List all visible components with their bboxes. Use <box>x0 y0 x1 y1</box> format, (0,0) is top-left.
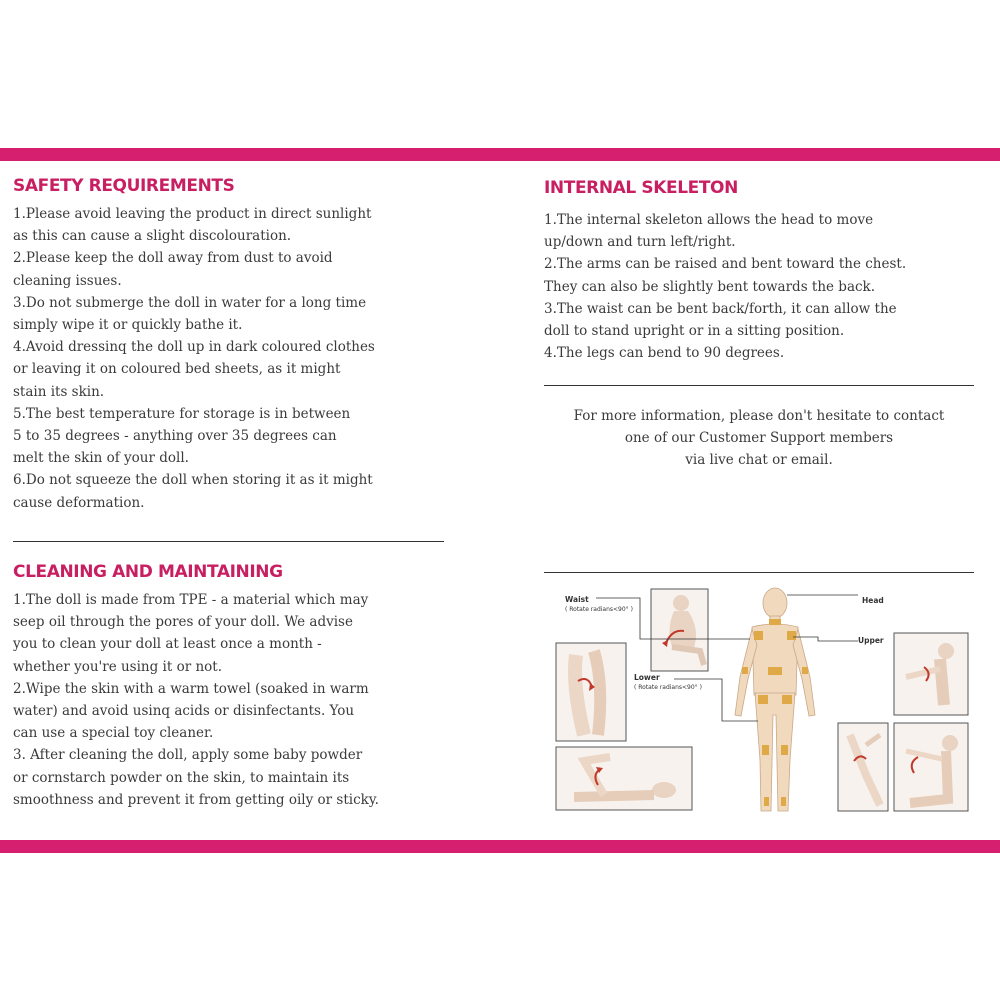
contact-line: one of our Customer Support members <box>624 430 894 447</box>
safety-line: 5 to 35 degrees - anything over 35 degrees can <box>13 428 337 445</box>
bottom-color-band <box>0 840 1000 853</box>
cleaning-line: whether you're using it or not. <box>13 658 222 675</box>
skeleton-line: They can also be slightly bent towards the back. <box>544 278 876 295</box>
safety-line: 2.Please keep the doll away from dust to avoid <box>13 250 333 267</box>
cleaning-line: seep oil through the pores of your doll. We advise <box>13 614 353 631</box>
cleaning-line: or cornstarch powder on the skin, to maintain its <box>13 769 350 786</box>
skeleton-diagram <box>554 585 974 817</box>
right-divider-bottom <box>544 572 974 573</box>
safety-line: 5.The best temperature for storage is in between <box>13 405 351 422</box>
leg-panel <box>556 747 692 810</box>
lower-label: Lower <box>634 673 660 682</box>
cleaning-maintaining-text <box>13 589 453 811</box>
waist-sublabel: ( Rotate radians<90° ) <box>565 606 633 613</box>
safety-requirements-text <box>13 203 453 514</box>
skeleton-line: 2.The arms can be raised and bent toward the chest. <box>544 256 907 273</box>
skeleton-line: 4.The legs can bend to 90 degrees. <box>544 345 785 362</box>
cleaning-maintaining-heading: CLEANING AND MAINTAINING <box>13 562 283 582</box>
contact-line: For more information, please don't hesitate to contact <box>573 408 945 424</box>
upper-label: Upper <box>858 636 884 645</box>
waist-label: Waist <box>565 595 589 604</box>
internal-skeleton-text <box>544 209 984 364</box>
reach-panel <box>894 723 968 811</box>
leader-lines <box>596 595 858 721</box>
left-divider <box>13 541 444 542</box>
contact-text <box>520 405 998 472</box>
cleaning-section <box>13 562 453 811</box>
cleaning-line: smoothness and prevent it from getting oily or sticky. <box>13 791 379 808</box>
head-label: Head <box>862 596 884 605</box>
left-column <box>13 176 453 514</box>
safety-line: cause deformation. <box>13 494 145 511</box>
hip-panel <box>556 643 626 741</box>
skeleton-line: 3.The waist can be bent back/forth, it can allow the <box>544 300 897 317</box>
safety-line: melt the skin of your doll. <box>13 450 189 467</box>
safety-line: or leaving it on coloured bed sheets, as it might <box>13 361 341 378</box>
right-divider-top <box>544 385 974 386</box>
safety-line: as this can cause a slight discolouration. <box>13 228 292 245</box>
cleaning-line: 2.Wipe the skin with a warm towel (soaked in warm <box>13 680 369 697</box>
lower-sublabel: ( Rotate radians<90° ) <box>634 684 702 691</box>
contact-block <box>520 405 998 472</box>
cleaning-line: you to clean your doll at least once a month - <box>13 636 322 653</box>
arm-panel <box>894 633 968 715</box>
bend-panel <box>838 723 888 811</box>
cleaning-line: can use a special toy cleaner. <box>13 725 214 742</box>
safety-line: cleaning issues. <box>13 272 122 289</box>
safety-line: 3.Do not submerge the doll in water for a long time <box>13 294 367 311</box>
safety-line: 6.Do not squeeze the doll when storing it as it might <box>13 472 373 489</box>
cleaning-line: water) and avoid usinq acids or disinfectants. You <box>13 703 355 720</box>
safety-requirements-heading: SAFETY REQUIREMENTS <box>13 176 235 196</box>
safety-line: simply wipe it or quickly bathe it. <box>13 317 243 334</box>
internal-skeleton-heading: INTERNAL SKELETON <box>544 178 738 198</box>
skeleton-line: 1.The internal skeleton allows the head to move <box>544 212 874 228</box>
safety-line: stain its skin. <box>13 383 105 400</box>
cleaning-line: 1.The doll is made from TPE - a material which may <box>13 592 369 608</box>
waist-panel <box>651 589 708 671</box>
skeleton-line: up/down and turn left/right. <box>544 234 736 251</box>
safety-line: 4.Avoid dressinq the doll up in dark coloured clothes <box>13 339 375 356</box>
skeleton-line: doll to stand upright or in a sitting position. <box>544 323 845 340</box>
cleaning-line: 3. After cleaning the doll, apply some baby powder <box>13 747 363 764</box>
contact-line: via live chat or email. <box>685 452 833 469</box>
right-column <box>544 178 984 364</box>
safety-line: 1.Please avoid leaving the product in direct sunlight <box>13 206 372 222</box>
top-color-band <box>0 148 1000 161</box>
